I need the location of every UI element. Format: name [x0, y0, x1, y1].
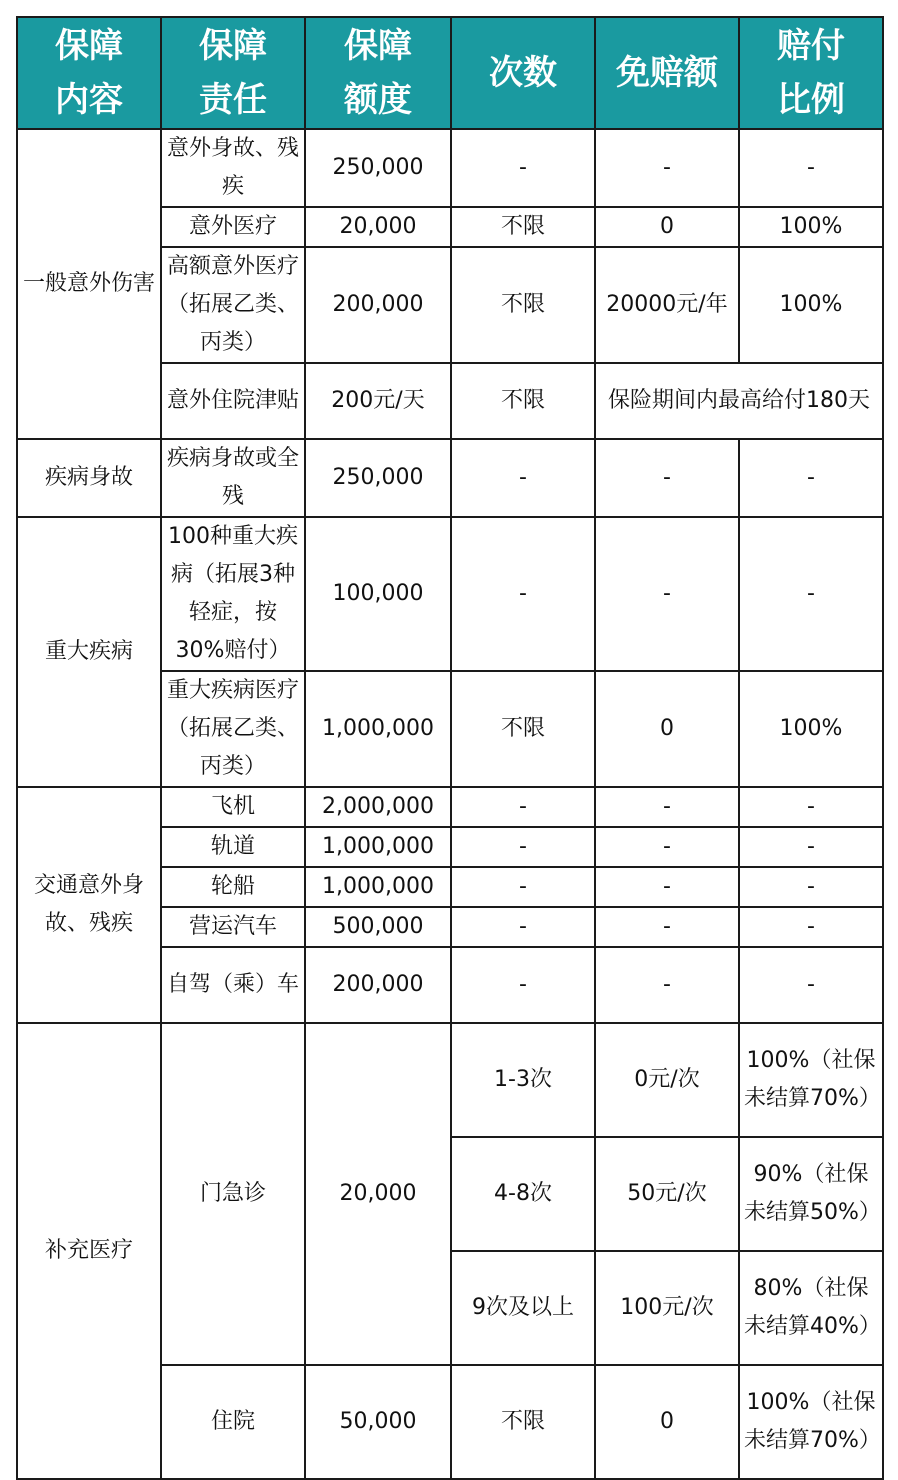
- ratio-cell: -: [739, 517, 883, 671]
- item-cell: 轮船: [161, 867, 305, 907]
- times-cell: 4-8次: [451, 1137, 595, 1251]
- ratio-cell: -: [739, 439, 883, 517]
- ratio-cell: 100%（社保未结算70%）: [739, 1023, 883, 1137]
- deductible-cell: -: [595, 947, 739, 1023]
- times-cell: 1-3次: [451, 1023, 595, 1137]
- coverage-table: [16, 16, 884, 1480]
- deductible-cell: 100元/次: [595, 1251, 739, 1365]
- deductible-cell: -: [595, 867, 739, 907]
- times-cell: -: [451, 907, 595, 947]
- ratio-cell: 90%（社保未结算50%）: [739, 1137, 883, 1251]
- amount-cell: 200元/天: [305, 363, 451, 439]
- table-row: [17, 1023, 883, 1137]
- times-cell: -: [451, 947, 595, 1023]
- amount-cell: 1,000,000: [305, 867, 451, 907]
- amount-cell: 2,000,000: [305, 787, 451, 827]
- times-cell: -: [451, 517, 595, 671]
- deductible-cell: 0: [595, 207, 739, 247]
- deductible-cell: 20000元/年: [595, 247, 739, 363]
- times-cell: 不限: [451, 363, 595, 439]
- deductible-cell: -: [595, 439, 739, 517]
- amount-cell: 100,000: [305, 517, 451, 671]
- deductible-cell: -: [595, 517, 739, 671]
- item-cell: 重大疾病医疗（拓展乙类、丙类）: [161, 671, 305, 787]
- group-general-accident: 一般意外伤害: [17, 129, 161, 439]
- deductible-cell: -: [595, 129, 739, 207]
- header-coverage-liability: 保障 责任: [161, 17, 305, 129]
- item-cell: 意外医疗: [161, 207, 305, 247]
- times-cell: 不限: [451, 247, 595, 363]
- ratio-cell: -: [739, 787, 883, 827]
- ratio-cell: -: [739, 947, 883, 1023]
- amount-cell: 500,000: [305, 907, 451, 947]
- header-coverage-amount: 保障 额度: [305, 17, 451, 129]
- amount-cell: 1,000,000: [305, 671, 451, 787]
- item-cell: 意外身故、残疾: [161, 129, 305, 207]
- times-cell: -: [451, 787, 595, 827]
- header-times: 次数: [451, 17, 595, 129]
- ratio-cell: 80%（社保未结算40%）: [739, 1251, 883, 1365]
- amount-cell: 250,000: [305, 129, 451, 207]
- group-disease-death: 疾病身故: [17, 439, 161, 517]
- item-cell: 意外住院津贴: [161, 363, 305, 439]
- header-payout-ratio: 赔付 比例: [739, 17, 883, 129]
- header-deductible: 免赔额: [595, 17, 739, 129]
- ratio-cell: -: [739, 907, 883, 947]
- amount-cell: 1,000,000: [305, 827, 451, 867]
- deductible-cell: 50元/次: [595, 1137, 739, 1251]
- amount-cell: 20,000: [305, 1023, 451, 1365]
- header-row: [17, 17, 883, 129]
- times-cell: 不限: [451, 671, 595, 787]
- amount-cell: 200,000: [305, 247, 451, 363]
- ratio-cell: 100%: [739, 671, 883, 787]
- deductible-cell: 0: [595, 671, 739, 787]
- amount-cell: 50,000: [305, 1365, 451, 1479]
- item-cell: 高额意外医疗（拓展乙类、丙类）: [161, 247, 305, 363]
- times-cell: -: [451, 827, 595, 867]
- group-supplementary-medical: 补充医疗: [17, 1023, 161, 1479]
- amount-cell: 20,000: [305, 207, 451, 247]
- ratio-cell: -: [739, 129, 883, 207]
- ratio-cell: 100%（社保未结算70%）: [739, 1365, 883, 1479]
- ratio-cell: -: [739, 827, 883, 867]
- times-cell: 不限: [451, 207, 595, 247]
- group-traffic-accident: 交通意外身故、残疾: [17, 787, 161, 1023]
- header-coverage-content: 保障 内容: [17, 17, 161, 129]
- item-cell: 自驾（乘）车: [161, 947, 305, 1023]
- item-cell: 营运汽车: [161, 907, 305, 947]
- table-row: [17, 439, 883, 517]
- table-row: [17, 517, 883, 671]
- times-cell: 9次及以上: [451, 1251, 595, 1365]
- item-cell: 门急诊: [161, 1023, 305, 1365]
- ratio-cell: 100%: [739, 247, 883, 363]
- amount-cell: 200,000: [305, 947, 451, 1023]
- item-cell: 疾病身故或全残: [161, 439, 305, 517]
- deductible-cell: 0: [595, 1365, 739, 1479]
- group-critical-illness: 重大疾病: [17, 517, 161, 787]
- amount-cell: 250,000: [305, 439, 451, 517]
- item-cell: 100种重大疾病（拓展3种轻症，按30%赔付）: [161, 517, 305, 671]
- ratio-cell: 100%: [739, 207, 883, 247]
- times-cell: 不限: [451, 1365, 595, 1479]
- deductible-cell: 0元/次: [595, 1023, 739, 1137]
- table-row: [17, 129, 883, 207]
- table-row: [17, 787, 883, 827]
- merged-note-cell: 保险期间内最高给付180天: [595, 363, 883, 439]
- deductible-cell: -: [595, 907, 739, 947]
- item-cell: 飞机: [161, 787, 305, 827]
- item-cell: 住院: [161, 1365, 305, 1479]
- times-cell: -: [451, 867, 595, 907]
- deductible-cell: -: [595, 827, 739, 867]
- deductible-cell: -: [595, 787, 739, 827]
- item-cell: 轨道: [161, 827, 305, 867]
- times-cell: -: [451, 439, 595, 517]
- times-cell: -: [451, 129, 595, 207]
- ratio-cell: -: [739, 867, 883, 907]
